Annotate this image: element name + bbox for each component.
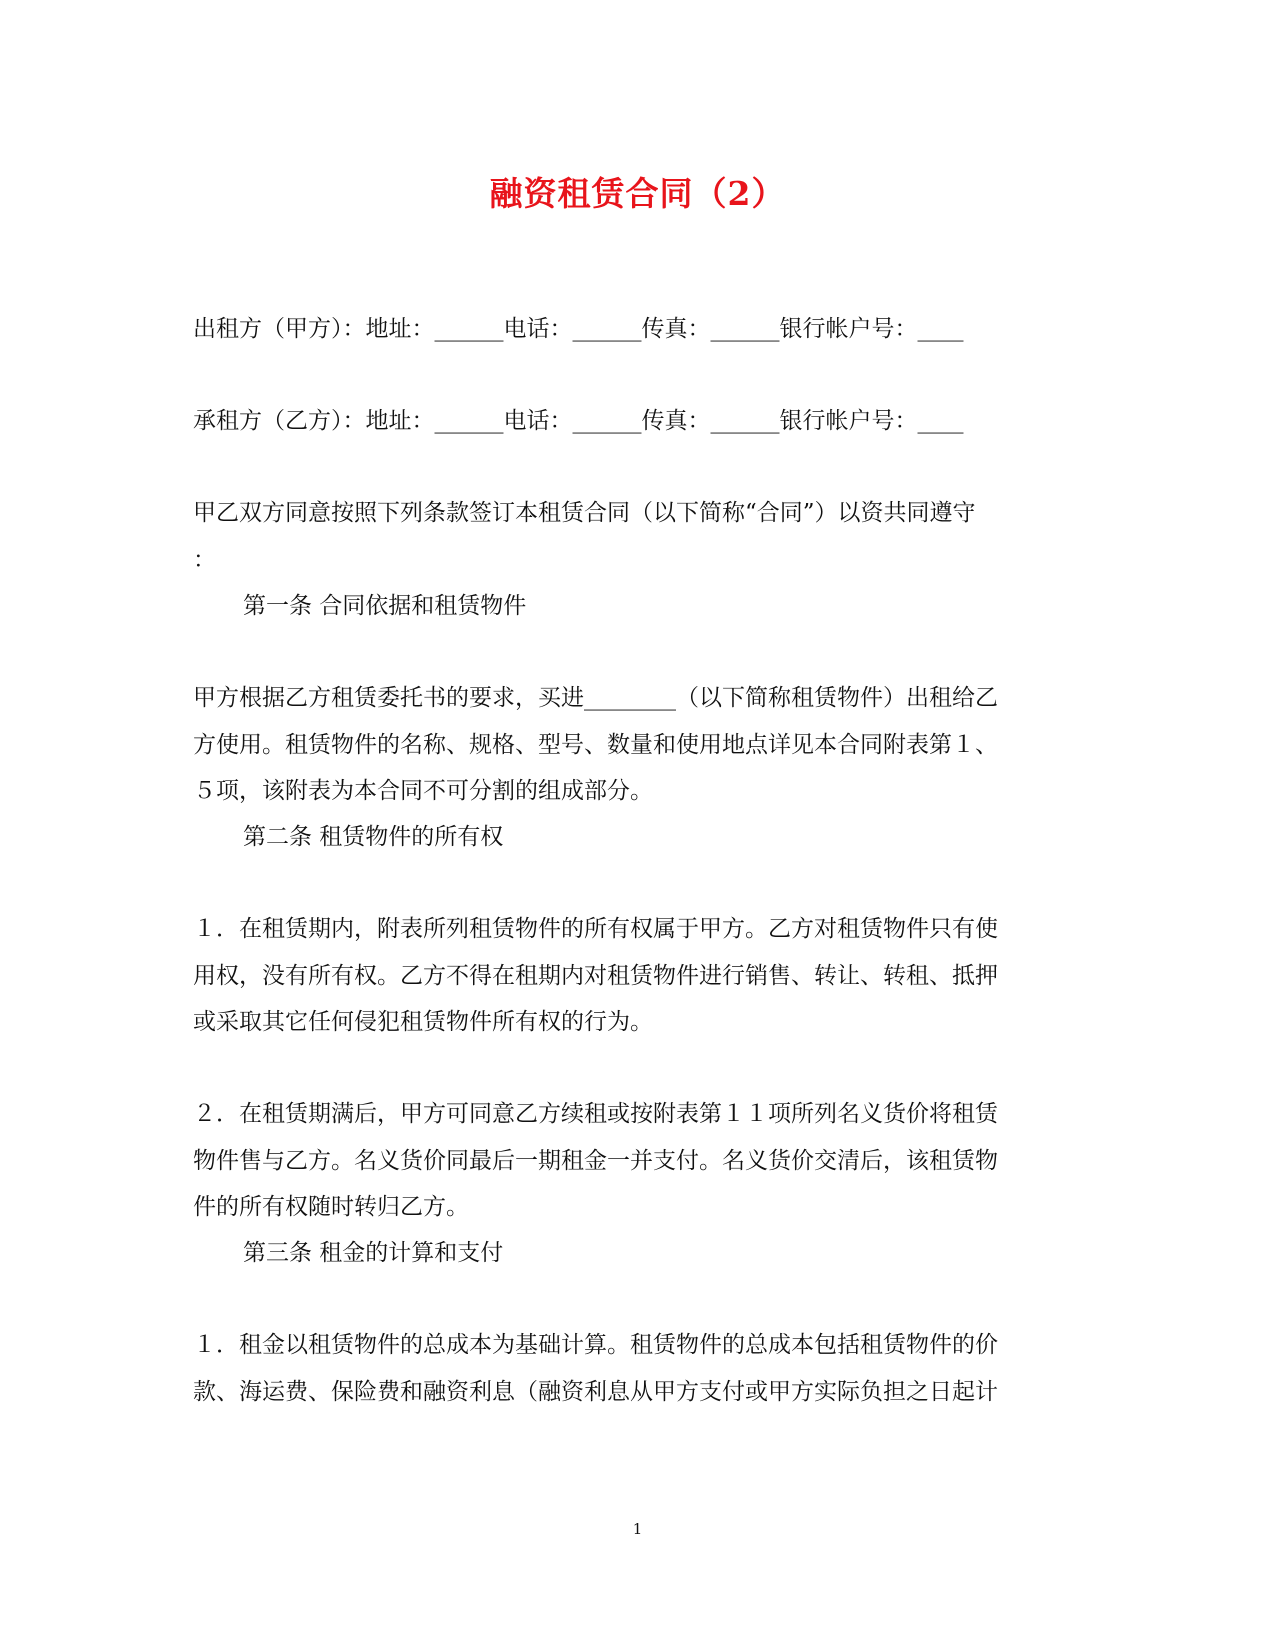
article-1-line-1: 甲方根据乙方租赁委托书的要求，买进________（以下简称租赁物件）出租给乙 <box>193 685 998 711</box>
party-b-line: 承租方（乙方）：地址：______电话：______传真：______银行帐户号：____ <box>193 408 964 434</box>
article-2-heading: 第二条 租赁物件的所有权 <box>243 824 504 850</box>
article-2-clause-1-line-2: 用权，没有所有权。乙方不得在租期内对租赁物件进行销售、转让、转租、抵押 <box>193 963 998 989</box>
article-1-line-3: ５项，该附表为本合同不可分割的组成部分。 <box>193 778 653 804</box>
article-2-clause-2-line-3: 件的所有权随时转归乙方。 <box>193 1194 469 1220</box>
article-2-clause-2-line-2: 物件售与乙方。名义货价同最后一期租金一并支付。名义货价交清后，该租赁物 <box>193 1148 998 1174</box>
article-1-heading: 第一条 合同依据和租赁物件 <box>243 593 527 619</box>
article-2-clause-2-line-1: ２．在租赁期满后，甲方可同意乙方续租或按附表第１１项所列名义货价将租赁 <box>193 1101 998 1127</box>
article-1-line-2: 方使用。租赁物件的名称、规格、型号、数量和使用地点详见本合同附表第１、 <box>193 732 998 758</box>
page-number: 1 <box>632 1520 643 1538</box>
article-3-heading: 第三条 租金的计算和支付 <box>243 1240 504 1266</box>
preamble-line-2: ： <box>193 547 216 573</box>
article-3-clause-1-line-1: １．租金以租赁物件的总成本为基础计算。租赁物件的总成本包括租赁物件的价 <box>193 1332 998 1358</box>
document-title: 融资租赁合同（2） <box>489 174 786 213</box>
party-a-line: 出租方（甲方）：地址：______电话：______传真：______银行帐户号：____ <box>193 316 964 342</box>
preamble-line-1: 甲乙双方同意按照下列条款签订本租赁合同（以下简称“合同”）以资共同遵守 <box>193 500 976 526</box>
article-3-clause-1-line-2: 款、海运费、保险费和融资利息（融资利息从甲方支付或甲方实际负担之日起计 <box>193 1379 998 1405</box>
article-2-clause-1-line-1: １．在租赁期内，附表所列租赁物件的所有权属于甲方。乙方对租赁物件只有使 <box>193 916 998 942</box>
article-2-clause-1-line-3: 或采取其它任何侵犯租赁物件所有权的行为。 <box>193 1009 653 1035</box>
